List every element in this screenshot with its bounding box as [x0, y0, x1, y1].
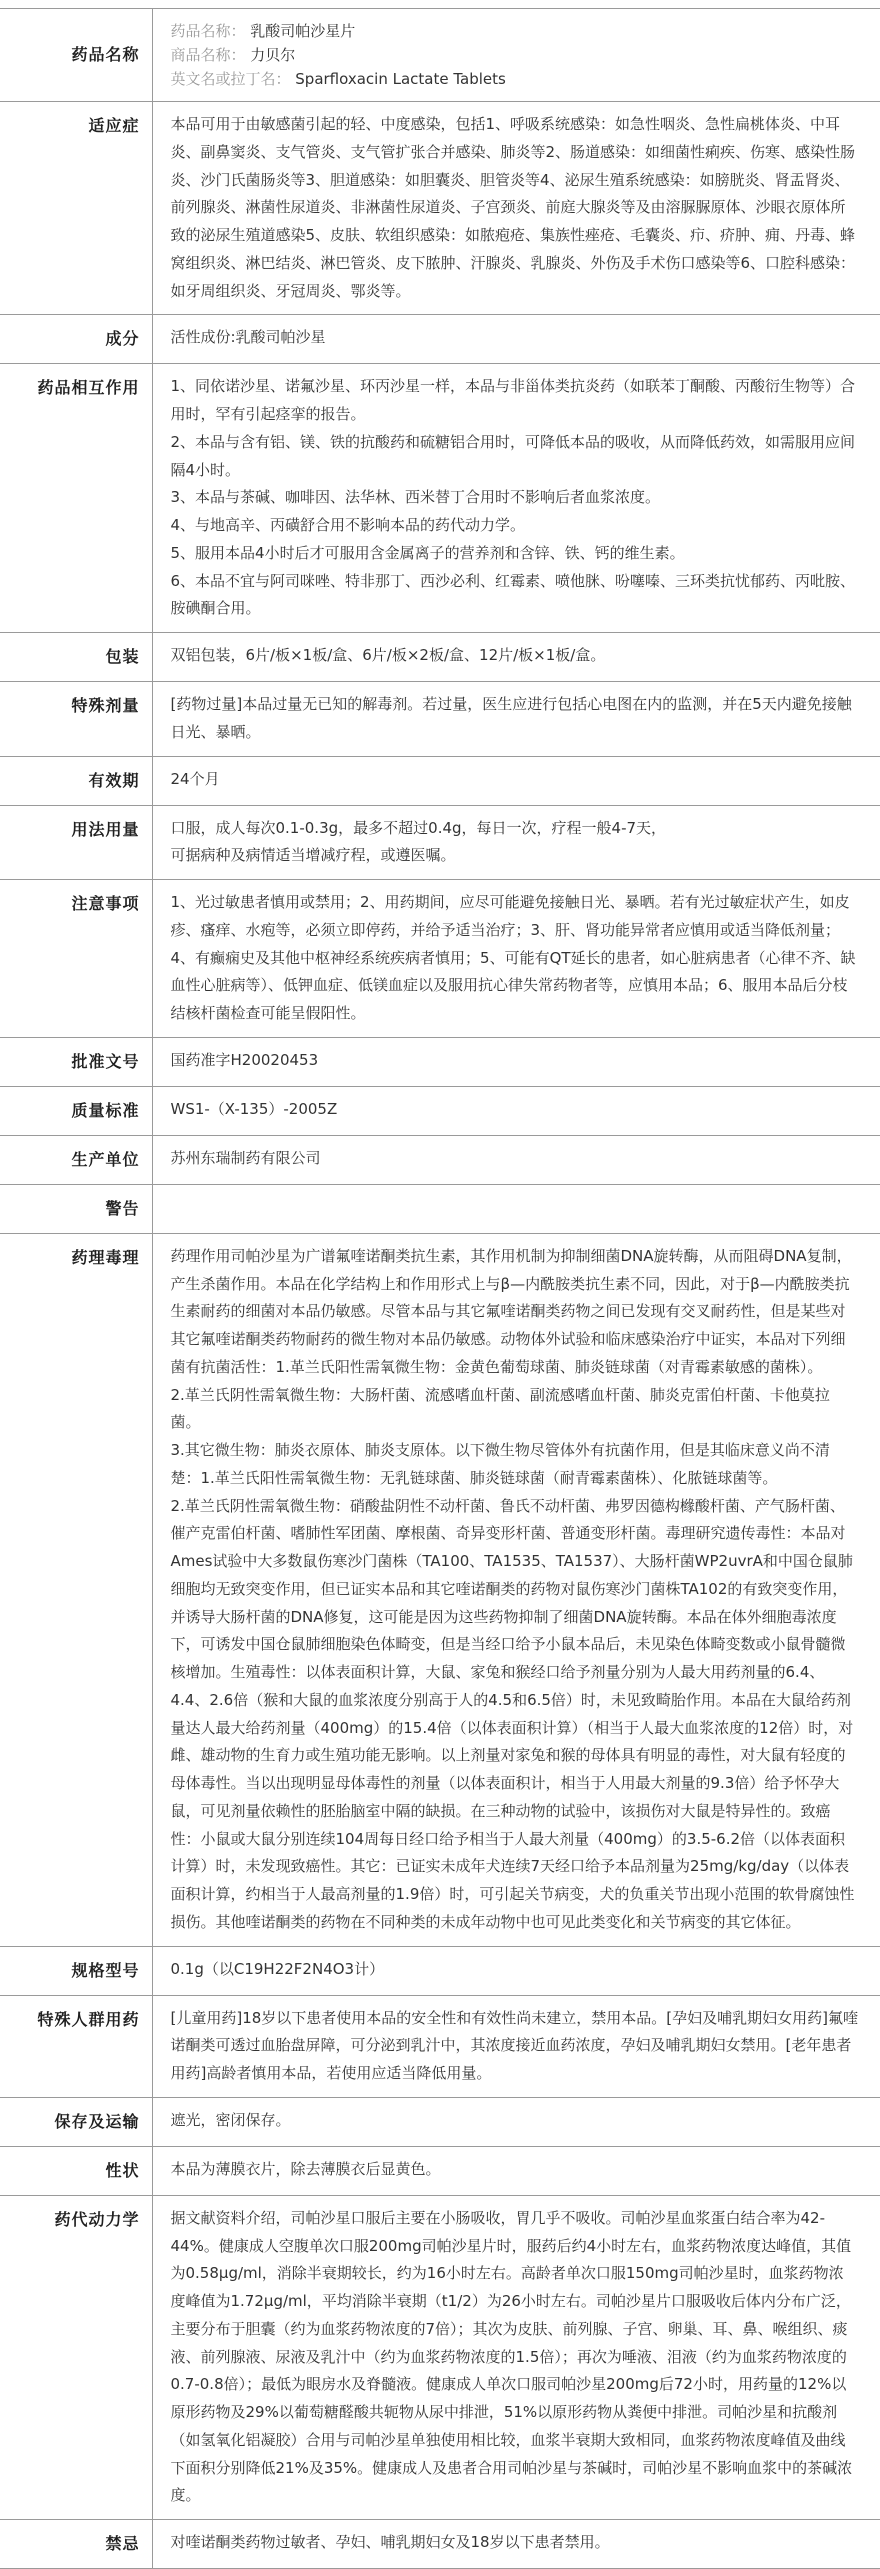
drug-info-table [0, 8, 880, 2569]
table-row [0, 2097, 880, 2146]
table-row [0, 805, 880, 880]
row-content [152, 1037, 880, 1086]
row-content [152, 2097, 880, 2146]
paragraph: 6、本品不宜与阿司咪唑、特非那丁、西沙必利、红霉素、喷他脒、吩噻嗪、三环类抗忧郁药、丙吡胺、胺碘酮合用。 [170, 571, 856, 618]
paragraph: 24个月 [170, 769, 220, 788]
table-row [0, 880, 880, 1038]
table-row [0, 633, 880, 682]
paragraph: 国药准字H20020453 [170, 1050, 319, 1069]
field-value: 乳酸司帕沙星片 [250, 22, 356, 40]
field-label: 药品名称： [170, 22, 251, 40]
paragraph: 本品为薄膜衣片，除去薄膜衣后显黄色。 [170, 2159, 441, 2178]
paragraph: 苏州东瑞制药有限公司 [170, 1148, 321, 1167]
name-field-line [171, 67, 859, 91]
row-label: 生产单位 [0, 1135, 152, 1184]
paragraph: [儿童用药]18岁以下患者使用本品的安全性和有效性尚未建立，禁用本品。[孕妇及哺乳期妇女用药]氟喹诺酮类可透过血胎盘屏障，可分泌到乳汁中，其浓度接近血药浓度，孕妇及哺乳期妇女禁用。[老年患者用药]高龄者慎用本品，若使用应适当降低用量。 [170, 2008, 858, 2082]
paragraph: 1、光过敏患者慎用或禁用；2、用药期间，应尽可能避免接触日光、暴晒。若有光过敏症状产生，如皮疹、瘙痒、水疱等，必须立即停药，并给予适当治疗；3、肝、肾功能异常者应慎用或适当降低剂量；4、有癫痫史及其他中枢神经系统疾病者慎用；5、可能有QT延长的患者，如心脏病患者（心律不齐、缺血性心脏病等）、低钾血症、低镁血症以及服用抗心律失常药物者等，应慎用本品；6、服用本品后分枝结核杆菌检查可能呈假阳性。 [170, 893, 856, 1022]
row-label: 禁忌 [0, 2520, 152, 2569]
row-label: 保存及运输 [0, 2097, 152, 2146]
row-content [152, 1233, 880, 1946]
drug-table-body [0, 9, 880, 2569]
row-content [152, 2195, 880, 2519]
paragraph: 3、本品与茶碱、咖啡因、法华林、西米替丁合用时不影响后者血浆浓度。 [170, 488, 661, 507]
paragraph: 2.革兰氏阴性需氧微生物：硝酸盐阴性不动杆菌、鲁氏不动杆菌、弗罗因德构橼酸杆菌、产气肠杆菌、催产克雷伯杆菌、嗜肺性军团菌、摩根菌、奇异变形杆菌、普通变形杆菌。毒理研究遗传毒性：本品对Ames试验中大多数鼠伤寒沙门菌株（TA100、TA1535、TA1537）、大肠杆菌WP2uvrA和中国仓鼠肺细胞均无致突变作用，但已证实本品和其它喹诺酮类的药物对鼠伤寒沙门菌株TA102的有致突变作用，并诱导大肠杆菌的DNA修复，这可能是因为这些药物抑制了细菌DNA旋转酶。本品在体外细胞毒浓度下，可诱发中国仓鼠肺细胞染色体畸变，但是当经口给予小鼠本品后，未见染色体畸变数或小鼠骨髓微核增加。生殖毒性：以体表面积计算，大鼠、家兔和猴经口给予剂量分别为人最大用药剂量的6.4、4.4、2.6倍（猴和大鼠的血浆浓度分别高于人的4.5和6.5倍）时，未见致畸胎作用。本品在大鼠给药剂量达人最大给药剂量（400mg）的15.4倍（以体表面积计算）（相当于人最大血浆浓度的12倍）时，对雌、雄动物的生育力或生殖功能无影响。以上剂量对家兔和猴的母体具有明显的毒性，对大鼠有轻度的母体毒性。当以出现明显母体毒性的剂量（以体表面积计，相当于人用最大剂量的9.3倍）给予怀孕大鼠，可见剂量依赖性的胚胎脑室中隔的缺损。在三种动物的试验中，该损伤对大鼠是特异性的。致癌性：小鼠或大鼠分别连续104周每日经口给予相当于人最大剂量（400mg）的3.5-6.2倍（以体表面积计算）时，未发现致癌性。其它：已证实未成年犬连续7天经口给予本品剂量为25mg/kg/day（以体表面积计算，约相当于人最高剂量的1.9倍）时，可引起关节病变，犬的负重关节出现小范围的软骨腐蚀性损伤。其他喹诺酮类的药物在不同种类的未成年动物中也可见此类变化和关节病变的其它体征。 [170, 1496, 855, 1931]
paragraph: 1、同依诺沙星、诺氟沙星、环丙沙星一样，本品与非甾体类抗炎药（如联苯丁酮酸、丙酸衍生物等）合用时，罕有引起痉挛的报告。 [170, 377, 856, 423]
row-label: 成分 [0, 315, 152, 364]
table-row [0, 1946, 880, 1995]
paragraph: [药物过量]本品过量无已知的解毒剂。若过量，医生应进行包括心电图在内的监测，并在5天内避免接触日光、暴晒。 [170, 695, 852, 741]
row-content [152, 1946, 880, 1995]
row-content [152, 1135, 880, 1184]
row-label: 特殊人群用药 [0, 1995, 152, 2097]
row-label: 质量标准 [0, 1086, 152, 1135]
row-content [152, 9, 880, 102]
table-row [0, 1184, 880, 1233]
row-label: 用法用量 [0, 805, 152, 880]
name-field-line [171, 19, 859, 43]
table-row [0, 2195, 880, 2519]
table-row [0, 2520, 880, 2569]
field-label: 商品名称： [170, 46, 251, 64]
paragraph: 3.其它微生物：肺炎衣原体、肺炎支原体。以下微生物尽管体外有抗菌作用，但是其临床意义尚不清楚：1.革兰氏阳性需氧微生物：无乳链球菌、肺炎链球菌（耐青霉素菌株）、化脓链球菌等。 [170, 1441, 830, 1487]
table-row [0, 682, 880, 757]
paragraph: 双铝包装，6片/板×1板/盒、6片/板×2板/盒、12片/板×1板/盒。 [170, 646, 606, 664]
table-row [0, 2146, 880, 2195]
paragraph: 活性成份:乳酸司帕沙星 [170, 328, 326, 347]
row-label: 性状 [0, 2146, 152, 2195]
row-label: 药品名称 [0, 9, 152, 102]
table-row [0, 102, 880, 315]
name-field-line [171, 43, 859, 67]
row-content [152, 805, 880, 880]
field-label: 英文名或拉丁名： [170, 70, 296, 88]
paragraph: 5、服用本品4小时后才可服用含金属离子的营养剂和含锌、铁、钙的维生素。 [170, 543, 685, 562]
row-label: 注意事项 [0, 880, 152, 1038]
row-label: 警告 [0, 1184, 152, 1233]
row-content [152, 2146, 880, 2195]
table-row [0, 1995, 880, 2097]
table-row [0, 364, 880, 633]
table-row [0, 1233, 880, 1946]
row-content [152, 315, 880, 364]
paragraph: 药理作用司帕沙星为广谱氟喹诺酮类抗生素，其作用机制为抑制细菌DNA旋转酶，从而阻碍DNA复制，产生杀菌作用。本品在化学结构上和作用形式上与β—内酰胺类抗生素不同，因此，对于β—内酰胺类抗生素耐药的细菌对本品仍敏感。尽管本品与其它氟喹诺酮类药物之间已发现有交叉耐药性，但是某些对其它氟喹诺酮类药物耐药的微生物对本品仍敏感。动物体外试验和临床感染治疗中证实，本品对下列细菌有抗菌活性：1.革兰氏阳性需氧微生物：金黄色葡萄球菌、肺炎链球菌（对青霉素敏感的菌株）。 [170, 1246, 852, 1376]
row-content [152, 1995, 880, 2097]
field-value: 力贝尔 [250, 46, 296, 64]
row-label: 药品相互作用 [0, 364, 152, 633]
paragraph: WS1-（X-135）-2005Z [170, 1099, 338, 1118]
row-content [152, 1086, 880, 1135]
row-content [152, 2520, 880, 2569]
row-label: 特殊剂量 [0, 682, 152, 757]
paragraph: 可据病种及病情适当增减疗程，或遵医嘱。 [170, 846, 456, 865]
row-label: 药理毒理 [0, 1233, 152, 1946]
paragraph: 遮光，密闭保存。 [170, 2110, 291, 2129]
paragraph: 本品可用于由敏感菌引起的轻、中度感染，包括1、呼吸系统感染：如急性咽炎、急性扁桃体炎、中耳炎、副鼻窦炎、支气管炎、支气管扩张合并感染、肺炎等2、肠道感染：如细菌性痢疾、伤寒、感染性肠炎、沙门氏菌肠炎等3、胆道感染：如胆囊炎、胆管炎等4、泌尿生殖系统感染：如膀胱炎、肾盂肾炎、前列腺炎、淋菌性尿道炎、非淋菌性尿道炎、子宫颈炎、前庭大腺炎等及由溶脲脲原体、沙眼衣原体所致的泌尿生殖道感染5、皮肤、软组织感染：如脓疱疮、集族性痤疮、毛囊炎、疖、疥肿、痈、丹毒、蜂窝组织炎、淋巴结炎、淋巴管炎、皮下脓肿、汗腺炎、乳腺炎、外伤及手术伤口感染等6、口腔科感染：如牙周组织炎、牙冠周炎、鄂炎等。 [170, 115, 856, 300]
paragraph: 2、本品与含有铝、镁、铁的抗酸药和硫糖铝合用时，可降低本品的吸收，从而降低药效，如需服用应间隔4小时。 [170, 432, 856, 479]
row-content [152, 1184, 880, 1233]
table-row [0, 9, 880, 102]
paragraph: 0.1g（以C19H22F2N4O3计） [170, 1959, 385, 1978]
row-label: 包装 [0, 633, 152, 682]
table-row [0, 1086, 880, 1135]
table-row [0, 1135, 880, 1184]
row-content [152, 880, 880, 1038]
row-content [152, 633, 880, 682]
row-content [152, 682, 880, 757]
table-row [0, 315, 880, 364]
paragraph: 对喹诺酮类药物过敏者、孕妇、哺乳期妇女及18岁以下患者禁用。 [170, 2533, 610, 2551]
row-label: 药代动力学 [0, 2195, 152, 2519]
paragraph: 据文献资料介绍，司帕沙星口服后主要在小肠吸收，胃几乎不吸收。司帕沙星血浆蛋白结合率为42-44%。健康成人空腹单次口服200mg司帕沙星片时，服药后约4小时左右，血浆药物浓度达峰值，其值为0.58μg/ml，消除半衰期较长，约为16小时左右。高龄者单次口服150mg司帕沙星时，血浆药物浓度峰值为1.72μg/ml，平均消除半衰期（t1/2）为26小时左右。司帕沙星片口服吸收后体内分布广泛，主要分布于胆囊（约为血浆药物浓度的7倍）；其次为皮肤、前列腺、子宫、卵巢、耳、鼻、喉组织、痰液、前列腺液、尿液及乳汁中（约为血浆药物浓度的1.5倍）；再次为唾液、泪液（约为血浆药物浓度的0.7-0.8倍）；最低为眼房水及脊髓液。健康成人单次口服司帕沙星200mg后72小时，用药量的12%以原形药物及29%以葡萄糖醛酸共轭物从尿中排泄，51%以原形药物从粪便中排泄。司帕沙星和抗酸剂（如氢氧化铝凝胶）合用与司帕沙星单独使用相比较，血浆半衰期大致相同，血浆药物浓度峰值及曲线下面积分别降低21%及35%。健康成人及患者合用司帕沙星与茶碱时，司帕沙星不影响血浆中的茶碱浓度。 [170, 2208, 853, 2505]
row-label: 规格型号 [0, 1946, 152, 1995]
row-content [152, 756, 880, 805]
table-row [0, 1037, 880, 1086]
table-row [0, 756, 880, 805]
paragraph: 2.革兰氏阴性需氧微生物：大肠杆菌、流感嗜血杆菌、副流感嗜血杆菌、肺炎克雷伯杆菌、卡他莫拉菌。 [170, 1385, 830, 1432]
row-label: 有效期 [0, 756, 152, 805]
row-label: 批准文号 [0, 1037, 152, 1086]
paragraph: 口服，成人每次0.1-0.3g，最多不超过0.4g，每日一次，疗程一般4-7天， [170, 818, 667, 837]
row-content [152, 102, 880, 315]
row-content [152, 364, 880, 633]
row-label: 适应症 [0, 102, 152, 315]
paragraph: 4、与地高辛、丙磺舒合用不影响本品的药代动力学。 [170, 516, 526, 534]
field-value: Sparfloxacin Lactate Tablets [295, 70, 506, 88]
